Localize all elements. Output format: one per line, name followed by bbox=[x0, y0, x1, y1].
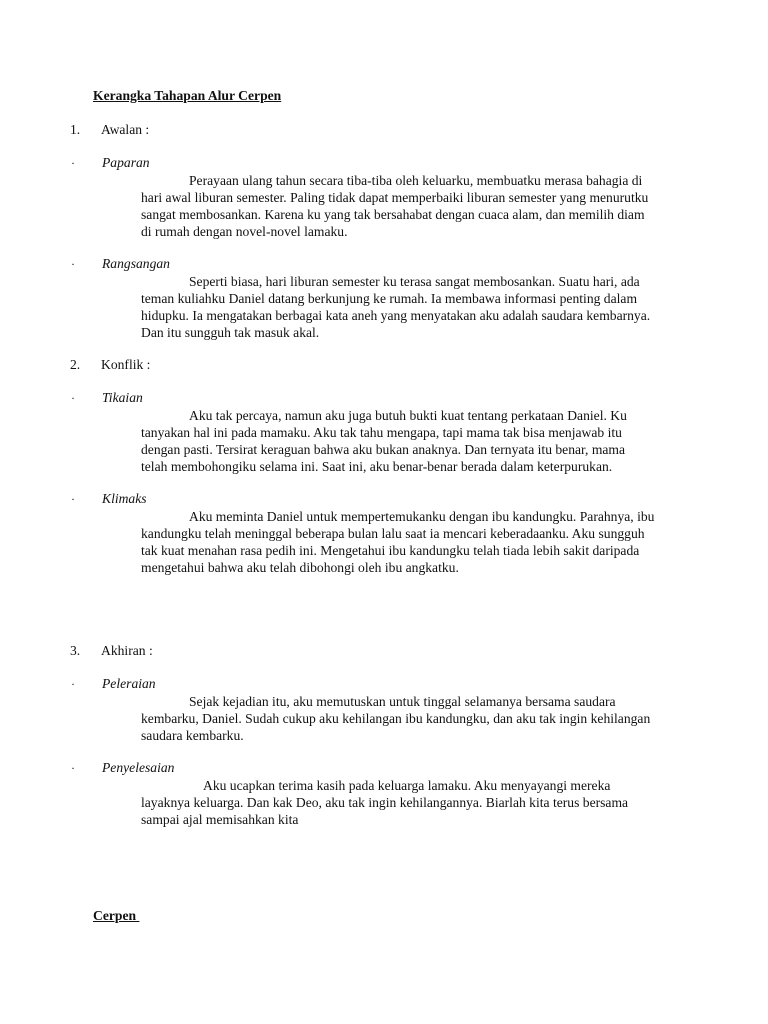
bullet-glyph: · bbox=[71, 156, 75, 170]
paragraph-line: Seperti biasa, hari liburan semester ku terasa sangat membosankan. Suatu hari, ada bbox=[189, 274, 640, 289]
subsection-paragraph bbox=[93, 407, 683, 475]
section-number: 3. bbox=[70, 643, 81, 658]
subsection-paragraph bbox=[93, 273, 683, 341]
paragraph-line: Dan itu sungguh tak masuk akal. bbox=[141, 325, 320, 340]
subsection-label: Penyelesaian bbox=[102, 760, 175, 775]
document-title: Kerangka Tahapan Alur Cerpen bbox=[93, 88, 282, 103]
subsection-label: Tikaian bbox=[102, 390, 143, 405]
paragraph-line: hidupku. Ia mengatakan berbagai kata aneh yang menyatakan aku adalah saudara kembarnya. bbox=[141, 308, 651, 323]
section-label: Awalan : bbox=[101, 122, 150, 137]
section-label: Akhiran : bbox=[101, 643, 153, 658]
bullet-glyph: · bbox=[71, 391, 75, 405]
subsection-paragraph bbox=[93, 777, 683, 828]
paragraph-line: sangat membosankan. Karena ku yang tak bersahabat dengan cuaca alam, dan memilih diam bbox=[141, 207, 645, 222]
subsection-paragraph bbox=[93, 172, 683, 240]
paragraph-line: sampai ajal memisahkan kita bbox=[141, 812, 299, 827]
paragraph-line: layaknya keluarga. Dan kak Deo, aku tak ingin kehilangannya. Biarlah kita terus bersama bbox=[141, 795, 629, 810]
subsection-paragraph bbox=[93, 693, 683, 744]
bullet-glyph: · bbox=[71, 492, 75, 506]
paragraph-line: teman kuliahku Daniel datang berkunjung ke rumah. Ia membawa informasi penting dalam bbox=[141, 291, 638, 306]
section-number: 2. bbox=[70, 357, 81, 372]
cerpen-heading: Cerpen bbox=[93, 908, 140, 923]
paragraph-line: hari awal liburan semester. Paling tidak dapat memperbaiki liburan semester yang menurutku bbox=[141, 190, 649, 205]
subsection-paragraph bbox=[93, 508, 683, 576]
bullet-glyph: · bbox=[71, 761, 75, 775]
paragraph-line: mengetahui bahwa aku telah dibohongi oleh ibu angkatku. bbox=[141, 560, 459, 575]
paragraph-line: Aku ucapkan terima kasih pada keluarga lamaku. Aku menyayangi mereka bbox=[203, 778, 611, 793]
bullet-glyph: · bbox=[71, 257, 75, 271]
paragraph-line: telah membohongiku selama ini. Saat ini, aku benar-benar berada dalam keterpurukan. bbox=[141, 459, 613, 474]
paragraph-line: Sejak kejadian itu, aku memutuskan untuk tinggal selamanya bersama saudara bbox=[189, 694, 616, 709]
subsection-label: Peleraian bbox=[102, 676, 156, 691]
subsection-label: Klimaks bbox=[102, 491, 147, 506]
paragraph-line: dengan pasti. Tersirat keraguan bahwa aku bukan anaknya. Dan ternyata itu benar, mama bbox=[141, 442, 626, 457]
section-label: Konflik : bbox=[101, 357, 151, 372]
paragraph-line: saudara kembarku. bbox=[141, 728, 244, 743]
bullet-glyph: · bbox=[71, 677, 75, 691]
subsection-label: Paparan bbox=[102, 155, 150, 170]
paragraph-line: Aku tak percaya, namun aku juga butuh bukti kuat tentang perkataan Daniel. Ku bbox=[189, 408, 627, 423]
paragraph-line: Perayaan ulang tahun secara tiba-tiba oleh keluarku, membuatku merasa bahagia di bbox=[189, 173, 643, 188]
paragraph-line: Aku meminta Daniel untuk mempertemukanku dengan ibu kandungku. Parahnya, ibu bbox=[189, 509, 655, 524]
paragraph-line: tak kuat menahan rasa pedih ini. Mengetahui ibu kandungku telah tiada lebih sakit daripada bbox=[141, 543, 640, 558]
paragraph-line: kembarku, Daniel. Sudah cukup aku kehilangan ibu kandungku, dan aku tak ingin kehilangan bbox=[141, 711, 651, 726]
section-number: 1. bbox=[70, 122, 81, 137]
subsection-label: Rangsangan bbox=[102, 256, 170, 271]
paragraph-line: tanyakan hal ini pada mamaku. Aku tak tahu mengapa, tapi mama tak bisa menjawab itu bbox=[141, 425, 622, 440]
paragraph-line: kandungku telah meninggal beberapa bulan lalu saat ia mencari keberadaanku. Aku sungguh bbox=[141, 526, 645, 541]
paragraph-line: di rumah dengan novel-novel lamaku. bbox=[141, 224, 348, 239]
